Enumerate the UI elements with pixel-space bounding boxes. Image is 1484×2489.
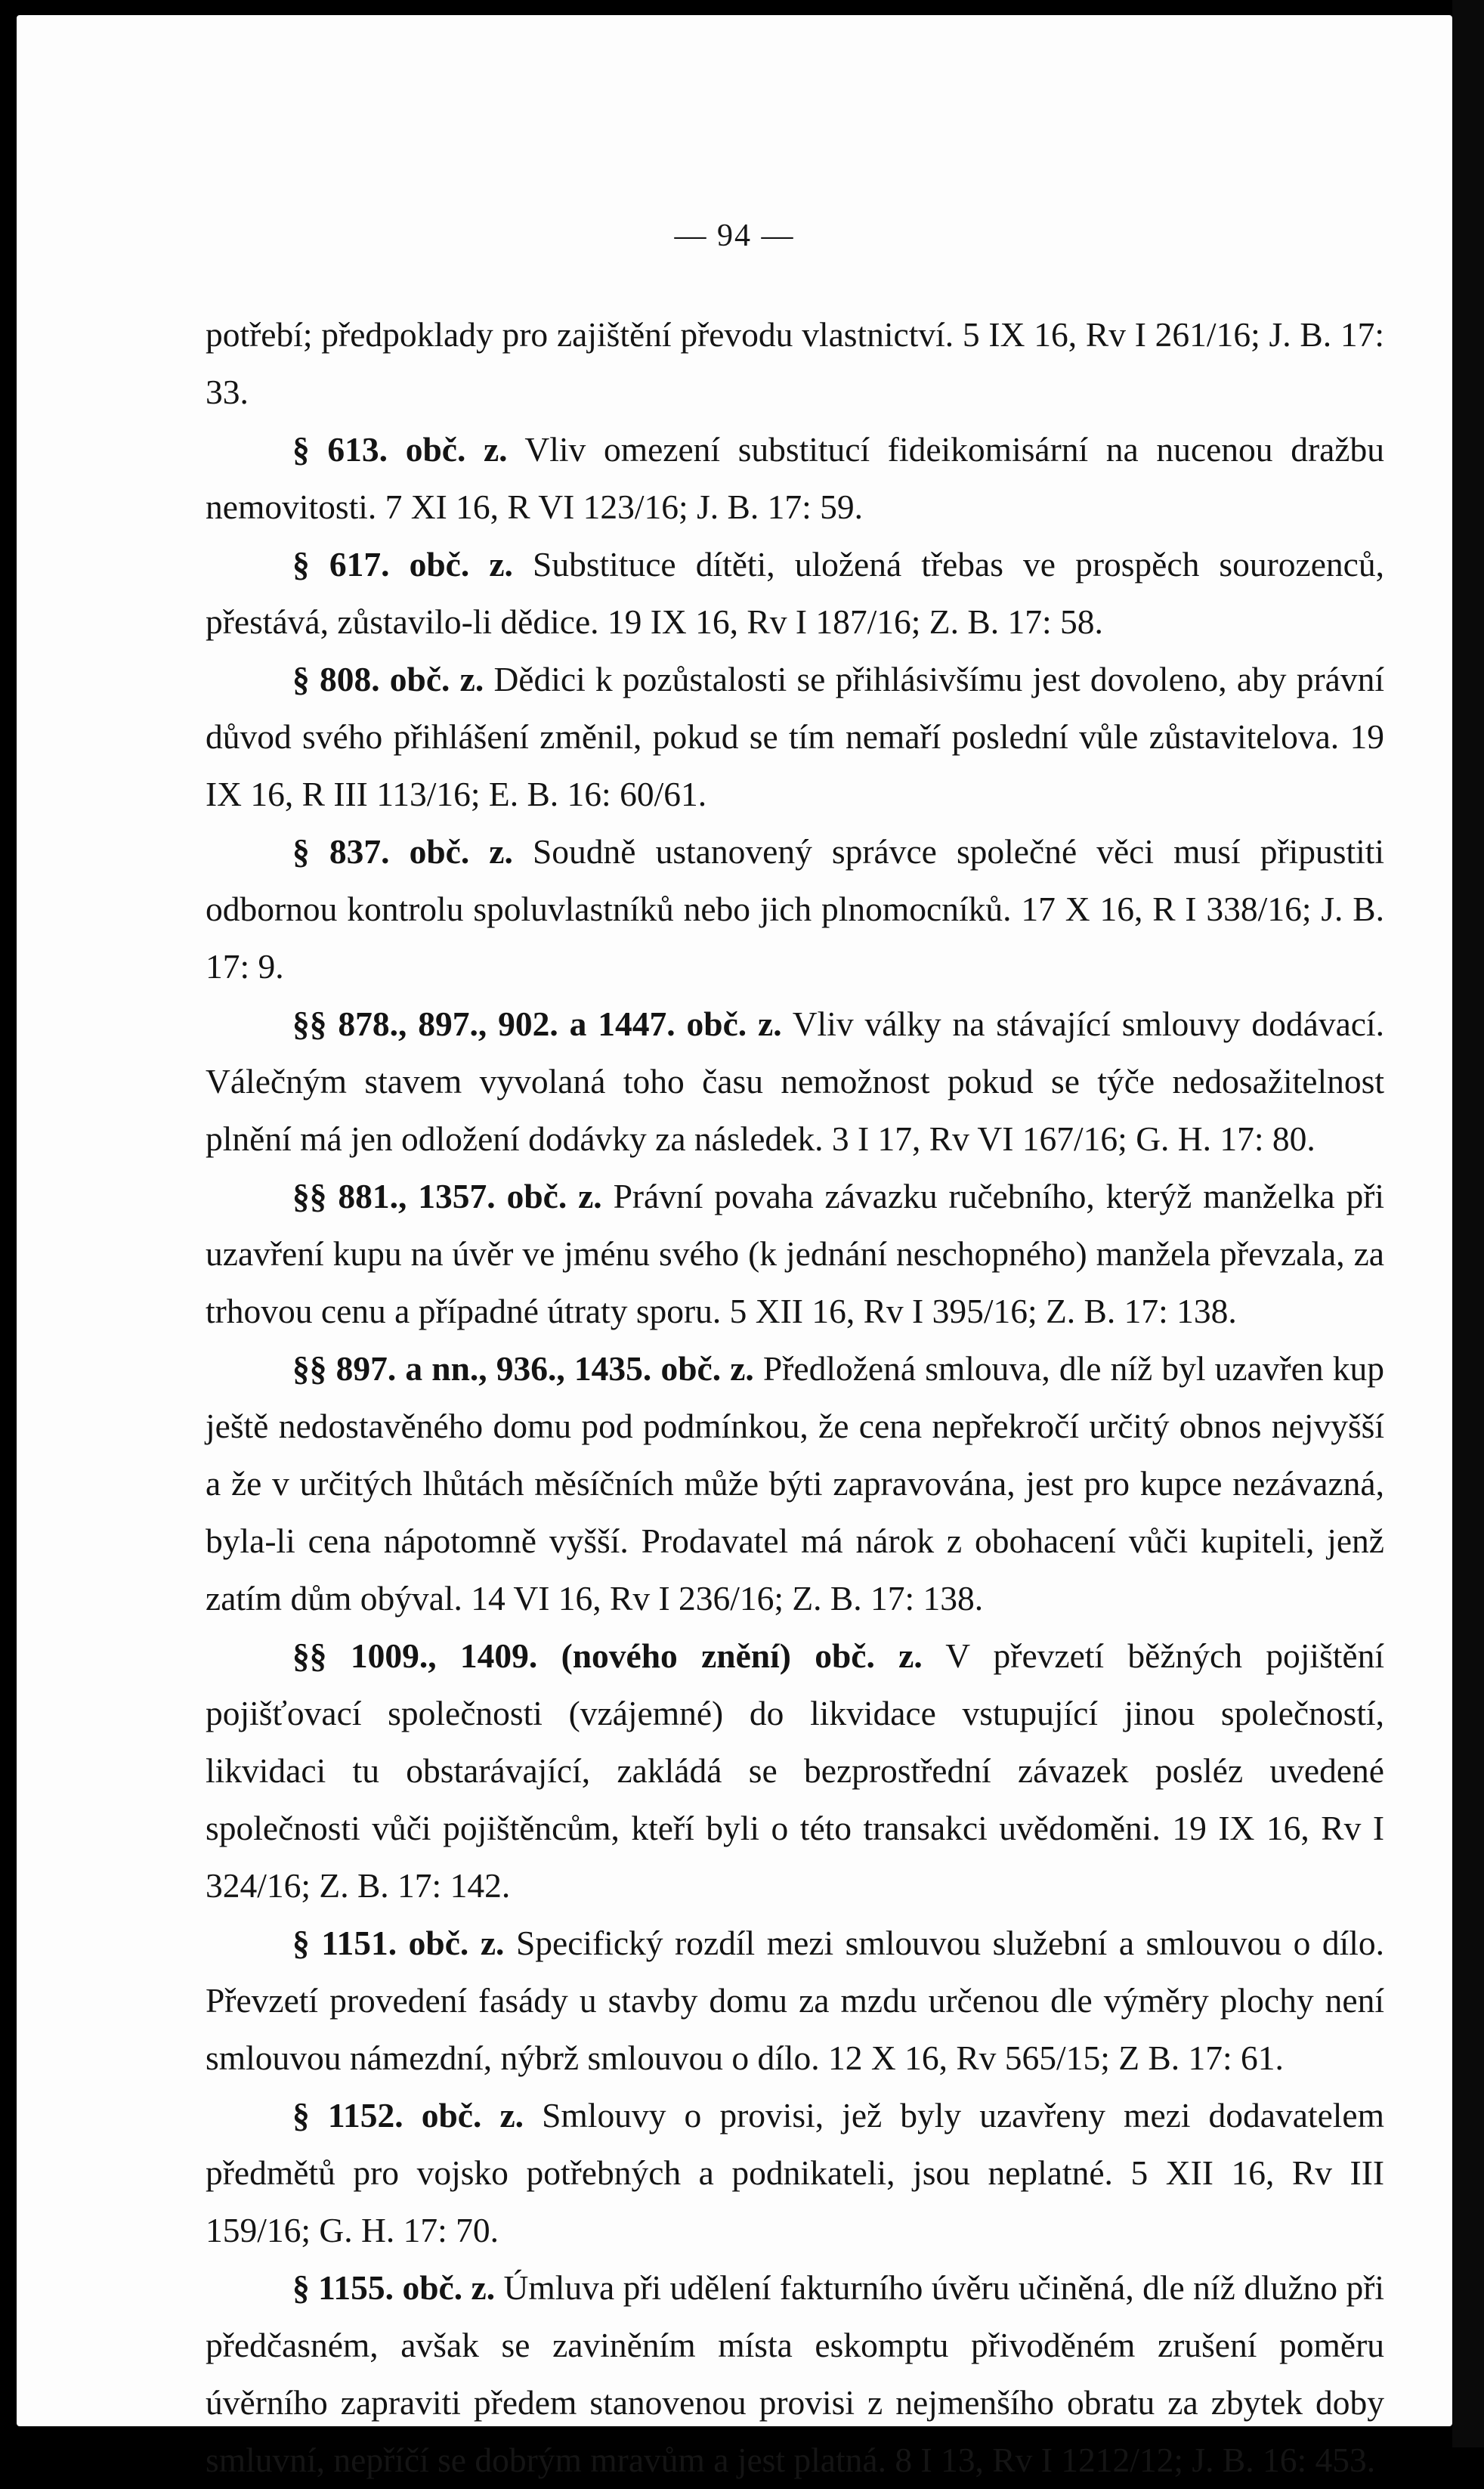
section-reference: § 1151. obč. z. [292, 1924, 505, 1962]
entry-text: Vliv omezení substitucí fideikomisární na nucenou dražbu nemovitosti. 7 XI 16, R VI 123/16; J. B. 17: 59. [206, 430, 1384, 526]
entry-text: Smlouvy o provisi, jež byly uzavřeny mezi dodavatelem předmětů pro vojsko potřebných a podnikateli, jsou neplatné. 5 XII 16, Rv III 159/16; G. H. 17: 70. [206, 2096, 1384, 2249]
entry-text: Vliv války na stávající smlouvy dodávací. Válečným stavem vyvolaná toho času nemožnost pokud se týče nedosažitelnost plnění má jen odložení dodávky za následek. 3 I 17, Rv VI 167/16; G. H. 17: 80. [206, 1005, 1384, 1158]
entry-1009 [206, 1627, 1384, 1915]
section-reference: §§ 1009., 1409. (nového znění) obč. z. [292, 1636, 923, 1675]
section-reference: §§ 897. a nn., 936., 1435. obč. z. [292, 1349, 754, 1388]
entry-text: Právní povaha závazku ručebního, kterýž manželka při uzavření kupu na úvěr ve jménu svého (k jednání neschopného) manžela převzala, za trhovou cenu a případné útraty sporu. 5 XII 16, Rv I 395/16; Z. B. 17: 138. [206, 1177, 1385, 1330]
section-reference: §§ 881., 1357. obč. z. [292, 1177, 602, 1215]
section-reference: §§ 878., 897., 902. a 1447. obč. z. [292, 1005, 782, 1043]
entry-text: Substituce dítěti, uložená třebas ve prospěch sourozenců, přestává, zůstavilo-li dědice. 19 IX 16, Rv I 187/16; Z. B. 17: 58. [206, 545, 1385, 641]
entry-text: Úmluva při udělení fakturního úvěru učiněná, dle níž dlužno při předčasném, avšak se zaviněním místa eskomptu přivoděném zrušení poměru úvěrního zapraviti předem stanovenou provisi z nejmenšího obratu za zbytek doby smluvní, nepříčí se dobrým mravům a jest platná. 8 I 13, Rv I 1212/12; J. B. 16: 453. [206, 2268, 1385, 2479]
entry-text: V převzetí běžných pojištění pojišťovací společnosti (vzájemné) do likvidace vstupující jinou společností, likvidaci tu obstarávající, zakládá se bezprostřední závazek posléz uvedené společnosti vůči pojištěncům, kteří byli o této transakci uvědoměni. 19 IX 16, Rv I 324/16; Z. B. 17: 142. [206, 1636, 1384, 1905]
section-reference: § 613. obč. z. [292, 430, 508, 469]
entry-878 [206, 995, 1384, 1168]
entry-1155 [206, 2259, 1384, 2489]
entry-continuation [206, 306, 1384, 421]
page-sheet [17, 15, 1452, 2479]
entry-881 [206, 1168, 1384, 1340]
section-reference: § 1155. obč. z. [292, 2268, 496, 2307]
entry-1151 [206, 1915, 1384, 2087]
section-reference: § 617. obč. z. [292, 545, 513, 584]
entry-897 [206, 1340, 1384, 1627]
section-reference: § 837. obč. z. [292, 832, 513, 871]
page-number: — 94 — [674, 218, 795, 253]
section-reference: § 808. obč. z. [292, 660, 484, 698]
scan-edge [1452, 0, 1484, 2447]
entry-808 [206, 651, 1384, 823]
section-reference: § 1152. obč. z. [292, 2096, 524, 2135]
entry-613 [206, 421, 1384, 536]
entry-text: potřebí; předpoklady pro zajištění převodu vlastnictví. 5 IX 16, Rv I 261/16; J. B. 17: 33. [206, 315, 1384, 411]
entry-1152 [206, 2087, 1384, 2259]
entry-617 [206, 536, 1384, 651]
entry-text: Předložená smlouva, dle níž byl uzavřen kup ještě nedostavěného domu pod podmínkou, že cena nepřekročí určitý obnos nejvyšší a že v určitých lhůtách měsíčních může býti zapravována, jest pro kupce nezávazná, byla-li cena nápotomně vyšší. Prodavatel má nárok z obohacení vůči kupiteli, jenž zatím dům obýval. 14 VI 16, Rv I 236/16; Z. B. 17: 138. [206, 1349, 1384, 1618]
page-body [206, 306, 1384, 2489]
entry-text: Specifický rozdíl mezi smlouvou služební a smlouvou o dílo. Převzetí provedení fasády u stavby domu za mzdu určenou dle výměry plochy není smlouvou námezdní, nýbrž smlouvou o dílo. 12 X 16, Rv 565/15; Z B. 17: 61. [206, 1924, 1385, 2077]
entry-text: Soudně ustanovený správce společné věci musí připustiti odbornou kontrolu spoluvlastníků nebo jich plnomocníků. 17 X 16, R I 338/16; J. B. 17: 9. [206, 832, 1385, 986]
entry-837 [206, 823, 1384, 995]
entry-text: Dědici k pozůstalosti se přihlásivšímu jest dovoleno, aby právní důvod svého přihlášení změnil, pokud se tím nemaří poslední vůle zůstavitelova. 19 IX 16, R III 113/16; E. B. 16: 60/61. [206, 660, 1384, 813]
